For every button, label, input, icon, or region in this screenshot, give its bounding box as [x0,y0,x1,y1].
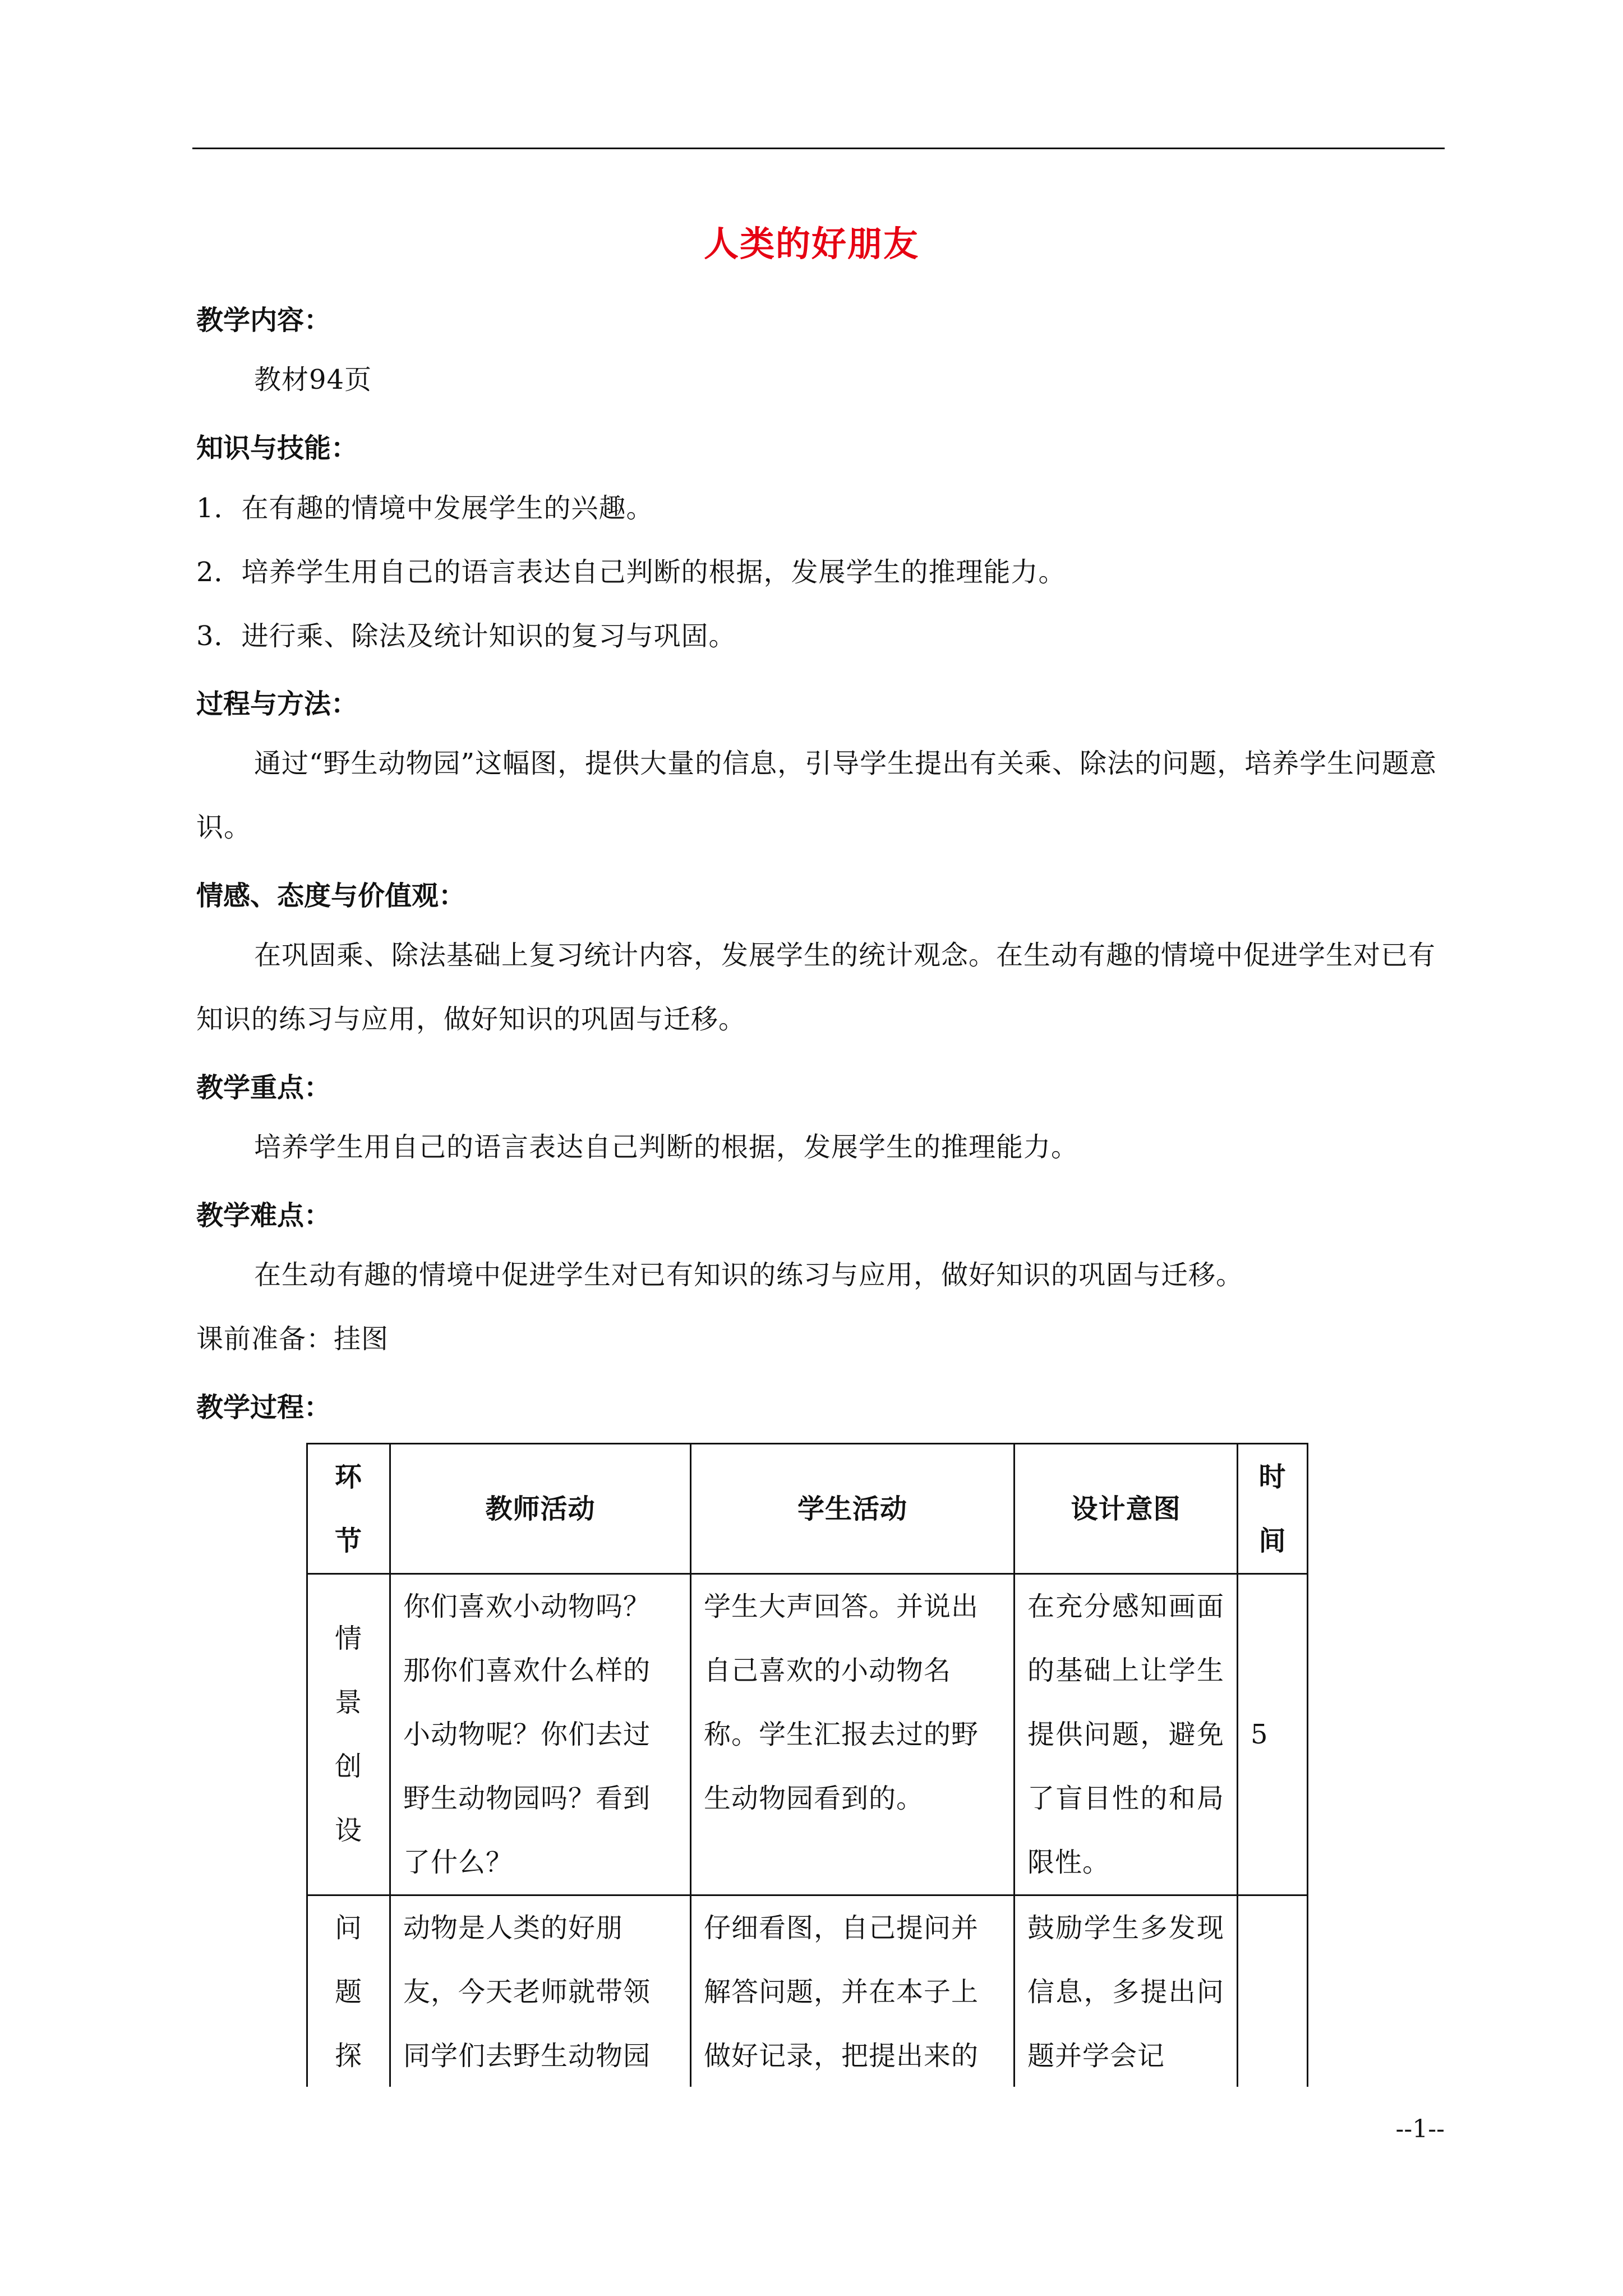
row-stage: 问 题 探 [307,1895,390,2153]
skills-heading: 知识与技能： [196,432,358,464]
process-heading: 过程与方法： [196,688,358,720]
procedure-heading: 教学过程： [196,1392,331,1423]
key-point-heading: 教学重点： [196,1072,331,1103]
page-number: --1-- [1395,2115,1445,2143]
key-point-text: 培养学生用自己的语言表达自己判断的根据，发展学生的推理能力。 [254,1131,1079,1163]
row-design-intent: 鼓励学生多发现信息，多提出问题并学会记 [1015,1895,1238,2153]
lesson-table [306,1443,1308,2154]
header-student-activity: 学生活动 [691,1444,1015,1574]
row-teacher-activity: 你们喜欢小动物吗？那你们喜欢什么样的小动物呢？你们去过野生动物园吗？看到了什么？ [390,1574,691,1895]
page-bottom-margin [0,2087,1623,2296]
row-design-intent: 在充分感知画面的基础上让学生提供问题，避免了盲目性的和局限性。 [1015,1574,1238,1895]
process-text: 通过“野生动物园”这幅图，提供大量的信息，引导学生提出有关乘、除法的问题，培养学生问题意识。 [196,748,1437,843]
difficulty-heading: 教学难点： [196,1200,331,1231]
skill-item-3: 3．进行乘、除法及统计知识的复习与巩固。 [196,620,736,652]
content-heading: 教学内容： [196,305,331,336]
document-title: 人类的好朋友 [703,223,919,264]
header-stage: 环 节 [307,1444,390,1574]
emotion-text: 在巩固乘、除法基础上复习统计内容，发展学生的统计观念。在生动有趣的情境中促进学生对已有知识的练习与应用，做好知识的巩固与迁移。 [196,940,1436,1035]
preparation-text: 课前准备：挂图 [196,1323,389,1355]
emotion-heading: 情感、态度与价值观： [196,880,466,912]
row-time: 5 [1238,1574,1308,1895]
skill-item-1: 1．在有趣的情境中发展学生的兴趣。 [196,493,654,524]
header-teacher-activity: 教师活动 [390,1444,691,1574]
header-rule [192,148,1445,149]
header-time: 时 间 [1238,1444,1308,1574]
skill-item-2: 2．培养学生用自己的语言表达自己判断的根据，发展学生的推理能力。 [196,556,1066,588]
row-stage: 情 景 创 设 [307,1574,390,1895]
header-design-intent: 设计意图 [1015,1444,1238,1574]
row-student-activity: 学生大声回答。并说出自己喜欢的小动物名称。学生汇报去过的野生动物园看到的。 [691,1574,1015,1895]
table-header-row [307,1444,1308,1574]
row-teacher-activity: 动物是人类的好朋友，今天老师就带领同学们去野生动物园 [390,1895,691,2153]
content-text: 教材94页 [254,364,372,395]
row-student-activity: 仔细看图，自己提问并解答问题，并在本子上做好记录，把提出来的 [691,1895,1015,2153]
difficulty-text: 在生动有趣的情境中促进学生对已有知识的练习与应用，做好知识的巩固与迁移。 [254,1259,1244,1291]
table-row [307,1574,1308,1895]
